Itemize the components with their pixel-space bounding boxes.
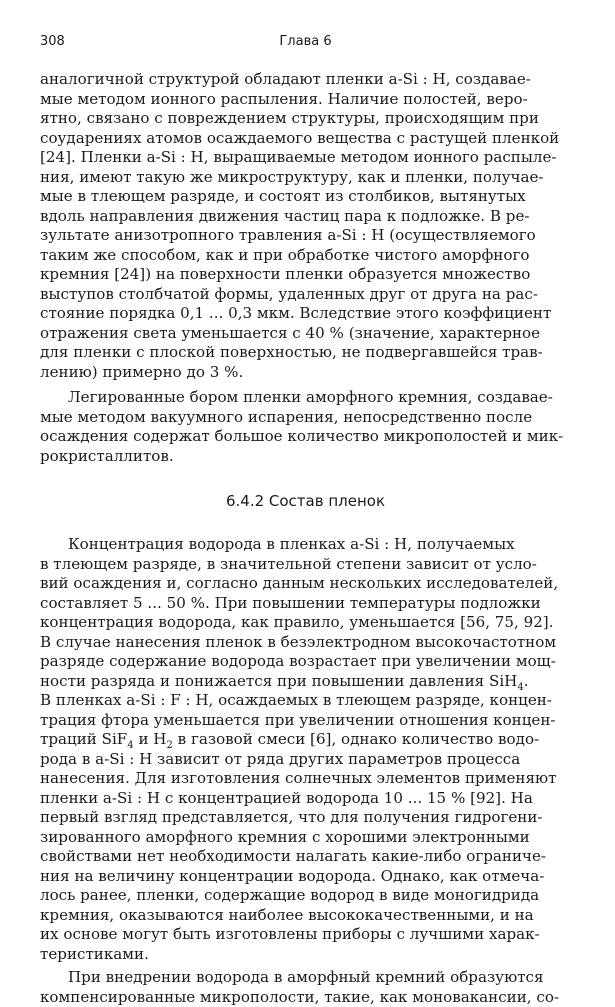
p3-line-13: нанесения. Для изготовления солнечных элементов применяют	[40, 769, 557, 787]
p3-line-20: кремния, оказываются наиболее высококачественными, и на	[40, 905, 534, 924]
p3-line-8-end: .	[523, 671, 529, 690]
p3-line-9: В пленках a-Si : F : H, осаждаемых в тлеющем разряде, концен-	[40, 691, 552, 709]
p3-line-22: теристиками.	[40, 944, 149, 963]
paragraph-1	[40, 70, 571, 382]
p1-line-13: стояние порядка 0,1 ... 0,3 мкм. Вследствие этого коэффициент	[40, 304, 552, 322]
p3-line-5: концентрация водорода, как правило, уменьшается [56, 75, 92].	[40, 613, 554, 631]
p1-line-2: мые методом ионного распыления. Наличие полостей, веро-	[40, 89, 528, 108]
p2-line-3: осаждения содержат большое количество микрополостей и мик-	[40, 427, 564, 445]
page-number: 308	[40, 34, 65, 49]
p4-line-1: При внедрении водорода в аморфный кремний образуются	[68, 968, 544, 986]
p1-line-16: лению) примерно до 3 %.	[40, 362, 244, 381]
paragraph-2	[40, 388, 571, 466]
p1-line-7: мые в тлеющем разряде, и состоят из столбиков, вытянутых	[40, 187, 526, 205]
p3-line-8	[40, 671, 529, 693]
p3-line-16: зированного аморфного кремния с хорошими электронными	[40, 827, 530, 846]
paragraph-4	[40, 968, 571, 1007]
p3-line-10: трация фтора уменьшается при увеличении отношения концен-	[40, 710, 556, 729]
p1-line-14: отражения света уменьшается с 40 % (значение, характерное	[40, 323, 541, 342]
p1-line-12: выступов столбчатой формы, удаленных друг от друга на рас-	[40, 284, 538, 303]
paragraph-3	[40, 535, 571, 964]
p2-line-1: Легированные бором пленки аморфного кремния, создавае-	[68, 388, 553, 406]
p3-line-12: рода в a-Si : H зависит от ряда других параметров процесса	[40, 749, 521, 768]
p2-line-4: рокристаллитов.	[40, 446, 174, 465]
p3-line-8-text: ности разряда и понижается при повышении давления SiH	[40, 671, 518, 690]
p3-line-19: лось ранее, пленки, содержащие водород в виде моногидрида	[40, 886, 540, 904]
p1-line-11: кремния [24]) на поверхности пленки образуется множество	[40, 265, 531, 283]
subscript-4: 4	[127, 740, 134, 752]
p3-line-2: в тлеющем разряде, в значительной степени зависит от усло-	[40, 554, 537, 573]
p1-line-15: для пленки с плоской поверхностью, не подвергавшейся трав-	[40, 343, 543, 361]
p1-line-1: аналогичной структурой обладают пленки a-Si : H, создавае-	[40, 70, 531, 88]
p1-line-9: зультате анизотропного травления a-Si : H (осуществляемого	[40, 226, 536, 244]
p2-line-2: мые методом вакуумного испарения, непосредственно после	[40, 407, 533, 426]
section-heading: 6.4.2 Состав пленок	[225, 492, 386, 510]
p3-line-15: первый взгляд представляется, что для получения гидрогени-	[40, 808, 543, 826]
page-body	[40, 70, 571, 1007]
p3-line-11-b: и H	[133, 730, 167, 748]
p1-line-3: ятно, связано с повреждением структуры, происходящим при	[40, 109, 539, 127]
subscript-2: 2	[166, 740, 173, 752]
p1-line-10: таким же способом, как и при обработке чистого аморфного	[40, 245, 530, 264]
p3-line-4: составляет 5 ... 50 %. При повышении температуры подложки	[40, 593, 541, 612]
p3-line-6: В случае нанесения пленок в безэлектродном высокочастотном	[40, 632, 557, 651]
p1-line-5: [24]. Пленки a-Si : H, выращиваемые методом ионного распыле-	[40, 148, 557, 166]
p3-line-11-a: траций SiF	[40, 730, 128, 748]
p3-line-11	[40, 730, 540, 752]
p4-line-2: компенсированные микрополости, такие, как моновакансии, со-	[40, 987, 560, 1006]
p3-line-14: пленки a-Si : H с концентрацией водорода 10 ... 15 % [92]. На	[40, 788, 533, 807]
p3-line-3: вий осаждения и, согласно данным нескольких исследователей,	[40, 574, 559, 592]
chapter-title: Глава 6	[279, 34, 332, 49]
p3-line-17: свойствами нет необходимости налагать какие-либо ограниче-	[40, 847, 547, 865]
p3-line-18: ния на величину концентрации водорода. Однако, как отмеча-	[40, 866, 545, 885]
page-header	[40, 34, 571, 56]
p3-line-1: Концентрация водорода в пленках a-Si : H, получаемых	[68, 535, 515, 553]
p3-line-11-c: в газовой смеси [6], однако количество водо-	[172, 730, 540, 748]
p1-line-6: ния, имеют такую же микроструктуру, как и пленки, получае-	[40, 167, 544, 186]
p3-line-21: их основе могут быть изготовлены приборы с лучшими харак-	[40, 925, 540, 943]
subscript-4: 4	[517, 681, 524, 693]
p1-line-4: соударениях атомов осаждаемого вещества с растущей пленкой	[40, 128, 560, 147]
p3-line-7: разряде содержание водорода возрастает при увеличении мощ-	[40, 652, 556, 670]
p1-line-8: вдоль направления движения частиц пара к подложке. В ре-	[40, 206, 530, 225]
